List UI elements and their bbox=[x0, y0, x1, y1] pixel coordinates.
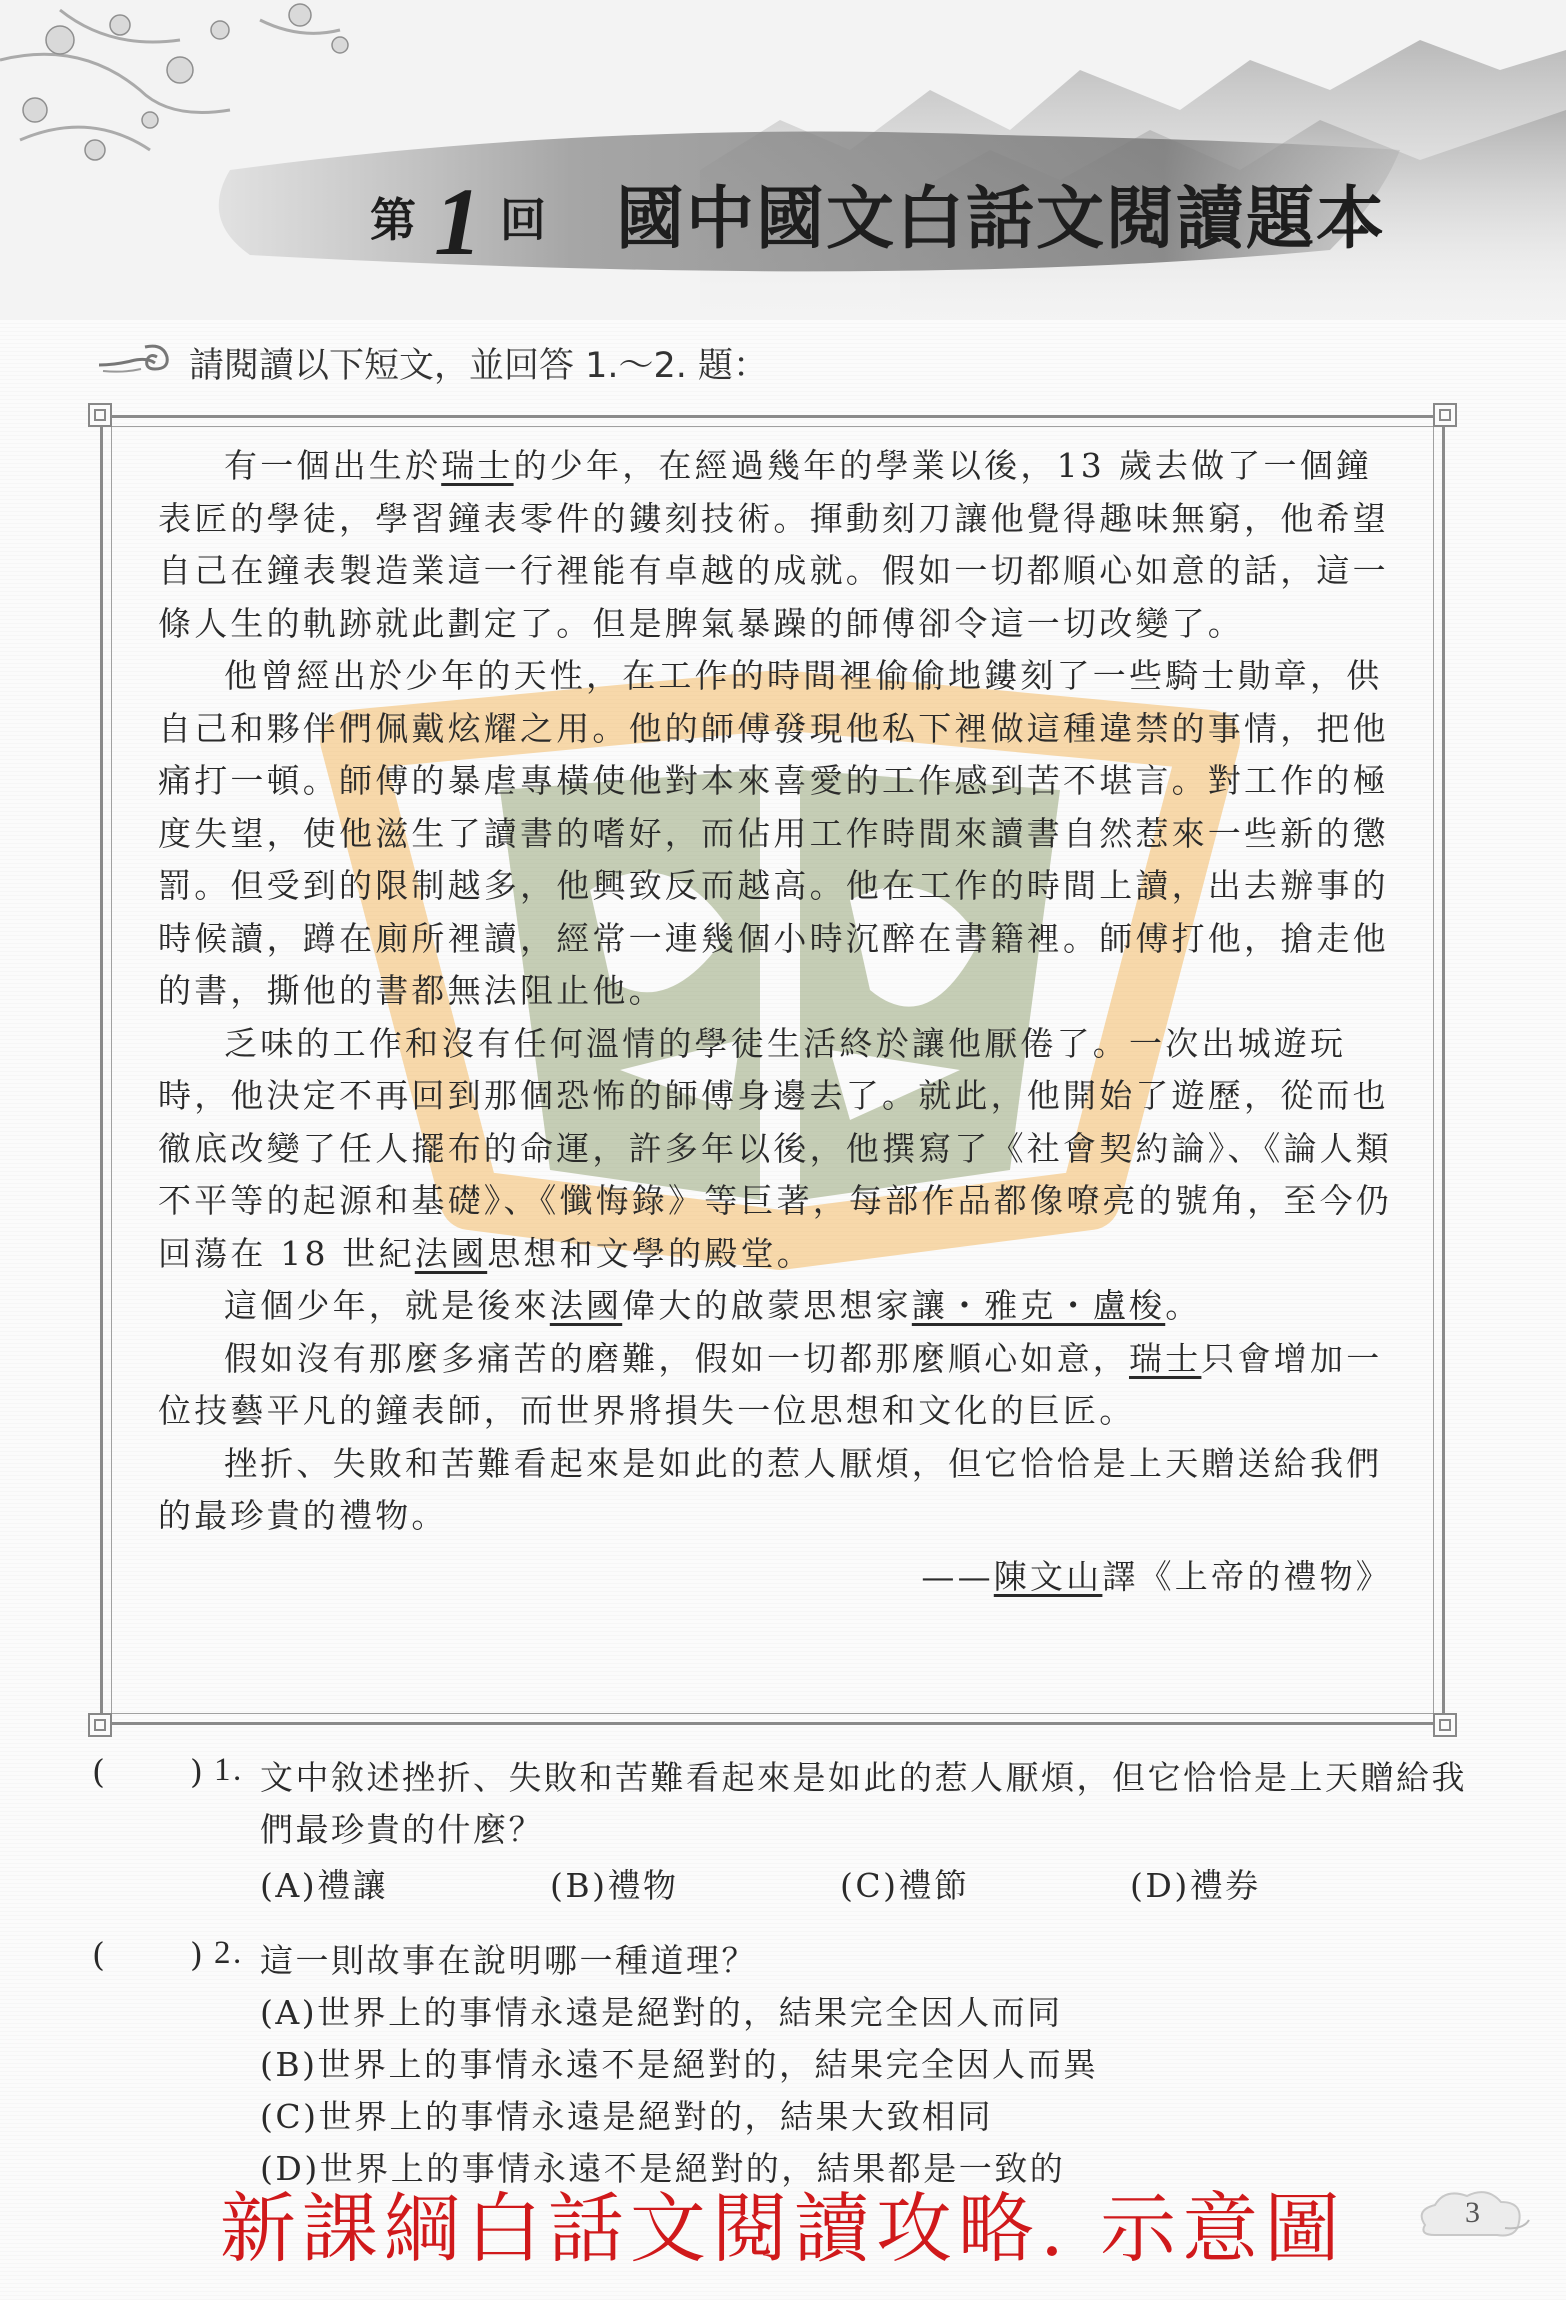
passage-source bbox=[158, 1551, 1398, 1604]
question-stem: 文中敘述挫折、失敗和苦難看起來是如此的惹人厭煩，但它恰恰是上天贈給我們最珍貴的什麼？ bbox=[260, 1758, 1467, 1849]
option-c: (C)禮節 bbox=[840, 1866, 970, 1905]
proper-noun-place: 瑞士 bbox=[441, 446, 514, 485]
option-b: (B)世界上的事情永遠不是絕對的，結果完全因人而異 bbox=[260, 2045, 1099, 2084]
proper-noun-place: 瑞士 bbox=[1129, 1338, 1202, 1378]
title-prefix: 第 bbox=[370, 193, 416, 247]
passage-paragraph bbox=[158, 1018, 1398, 1281]
instruction-text: 請閱讀以下短文，並回答 1.～2. 題： bbox=[189, 346, 769, 386]
question-options bbox=[260, 1860, 1420, 1907]
source-title: 譯《上帝的禮物》 bbox=[1102, 1556, 1392, 1596]
question-1 bbox=[92, 1752, 1482, 1922]
passage-paragraph: 他曾經出於少年的天性，在工作的時間裡偷偷地鏤刻了一些騎士勛章，供自己和夥伴們佩戴炫耀之用。他的師傅發現他私下裡做這種違禁的事情，把他痛打一頓。師傅的暴虐專橫使他對本來喜愛的工作感到苦不堪言。對工作的極度失望，使他滋生了讀書的嗜好，而佔用工作時間來讀書自然惹來一些新的懲罰。但受到的限制越多，他興致反而越高。他在工作的時間上讀，出去辦事的時候讀，蹲在廁所裡讀，經常一連幾個小時沉醉在書籍裡。師傅打他，搶走他的書，撕他的書都無法阻止他。 bbox=[158, 656, 1389, 1010]
option-a: (A)禮讓 bbox=[260, 1866, 389, 1905]
passage-text: 這個少年，就是後來 bbox=[224, 1286, 550, 1325]
page-number-badge bbox=[1405, 2180, 1535, 2250]
passage-paragraph bbox=[158, 440, 1398, 650]
option-d: (D)世界上的事情永遠不是絕對的，結果都是一致的 bbox=[260, 2149, 1066, 2188]
passage-text: 只會增加一位技藝平凡的鐘表師，而世界將損失一位思想和文化的巨匠。 bbox=[158, 1338, 1383, 1430]
question-number: 2. bbox=[214, 1935, 244, 1971]
title-suffix: 回 bbox=[500, 193, 546, 247]
answer-blank-close: ) bbox=[190, 1752, 206, 1791]
title-text: 國中國文白話文閱讀題本 bbox=[616, 180, 1387, 259]
answer-blank-open[interactable]: ( bbox=[92, 1935, 108, 1974]
passage-paragraph bbox=[158, 1280, 1398, 1333]
header-banner bbox=[0, 0, 1566, 320]
proper-noun-place: 法國 bbox=[549, 1286, 623, 1325]
answer-blank-close: ) bbox=[190, 1935, 206, 1974]
page-title bbox=[370, 160, 1387, 275]
proper-noun-person: 讓・雅克・盧梭 bbox=[911, 1286, 1166, 1325]
page-number: 3 bbox=[1465, 2196, 1480, 2229]
title-number: 1 bbox=[434, 168, 482, 275]
footer-caption: 新課綱白話文閱讀攻略. 示意圖 bbox=[219, 2184, 1347, 2273]
passage-paragraph: 挫折、失敗和苦難看起來是如此的惹人厭煩，但它恰恰是上天贈送給我們的最珍貴的禮物。 bbox=[158, 1443, 1383, 1535]
cloud-swirl-icon bbox=[95, 339, 175, 388]
source-author: 陳文山 bbox=[993, 1556, 1103, 1596]
answer-blank-open[interactable]: ( bbox=[92, 1752, 108, 1791]
source-dash: —— bbox=[921, 1556, 994, 1596]
passage-text: 乏味的工作和沒有任何溫情的學徒生活終於讓他厭倦了。一次出城遊玩時，他決定不再回到那個恐怖的師傅身邊去了。就此，他開始了遊歷，從而也徹底改變了任人擺布的命運，許多年以後，他撰寫了《社會契約論》、《論人類不平等的起源和基礎》、《懺悔錄》等巨著，每部作品都像嘹亮的號角，至今仍回蕩在 18 世紀 bbox=[158, 1023, 1392, 1273]
option-d: (D)禮券 bbox=[1130, 1866, 1261, 1905]
passage-text: 思想和文學的殿堂。 bbox=[487, 1233, 813, 1273]
passage-text: 有一個出生於 bbox=[224, 446, 442, 485]
question-number: 1. bbox=[214, 1752, 244, 1788]
passage-text: 偉大的啟蒙思想家 bbox=[622, 1286, 912, 1325]
question-2 bbox=[92, 1935, 1482, 2188]
reading-passage bbox=[158, 440, 1398, 1603]
passage-text: 。 bbox=[1165, 1286, 1202, 1325]
option-a: (A)世界上的事情永遠是絕對的，結果完全因人而同 bbox=[260, 1993, 1063, 2032]
proper-noun-place: 法國 bbox=[414, 1233, 488, 1273]
frame-corner-ornament bbox=[1430, 1710, 1460, 1740]
option-c: (C)世界上的事情永遠是絕對的，結果大致相同 bbox=[260, 2097, 993, 2136]
passage-text: 的少年，在經過幾年的學業以後，13 歲去做了一個鐘表匠的學徒，學習鐘表零件的鏤刻技術。揮動刻刀讓他覺得趣味無窮，他希望自己在鐘表製造業這一行裡能有卓越的成就。假如一切都順心如意的話，這一條人生的軌跡就此劃定了。但是脾氣暴躁的師傅卻令這一切改變了。 bbox=[158, 446, 1389, 643]
passage-paragraph bbox=[158, 1333, 1398, 1438]
passage-text: 假如沒有那麼多痛苦的磨難，假如一切都那麼順心如意， bbox=[224, 1338, 1129, 1378]
option-b: (B)禮物 bbox=[550, 1866, 679, 1905]
frame-corner-ornament bbox=[85, 1710, 115, 1740]
frame-corner-ornament bbox=[85, 400, 115, 430]
frame-corner-ornament bbox=[1430, 400, 1460, 430]
question-stem: 這一則故事在說明哪一種道理？ bbox=[260, 1941, 757, 1980]
instruction-line bbox=[95, 335, 768, 391]
